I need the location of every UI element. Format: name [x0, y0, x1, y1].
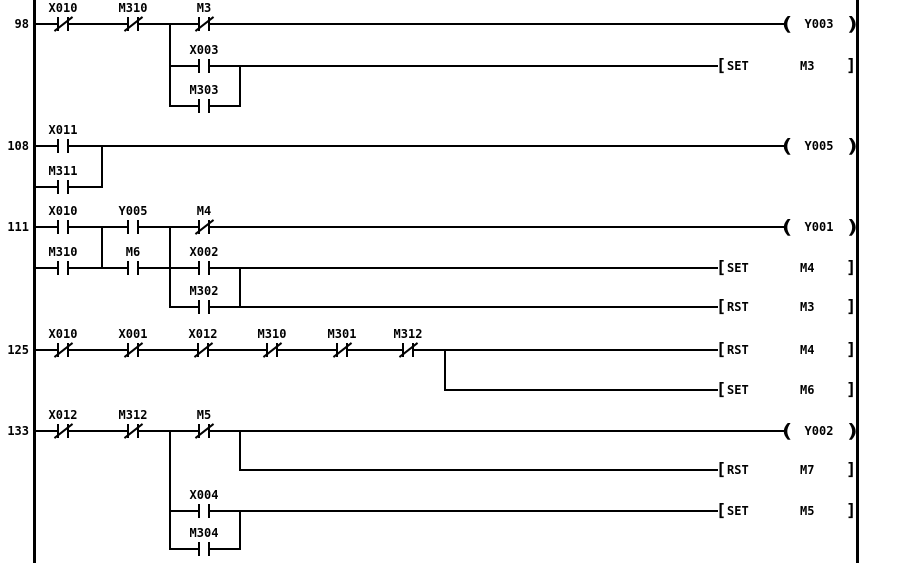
wire-horizontal	[240, 469, 718, 471]
contact-no-m6[interactable]	[122, 245, 144, 276]
coil-open-paren-icon: (	[778, 420, 795, 442]
contact-nc-x012[interactable]	[188, 327, 218, 358]
contact-nc-m310[interactable]	[118, 1, 148, 32]
wire-horizontal	[170, 306, 718, 308]
coil-y001[interactable]	[778, 216, 861, 238]
contact-no-m302[interactable]	[189, 284, 219, 315]
contact-no-x004[interactable]	[189, 488, 219, 519]
contact-label: M301	[327, 327, 357, 341]
coil-label: Y001	[804, 220, 834, 234]
contact-right-tick	[208, 261, 210, 275]
instruction-close-bracket-icon: ]	[846, 297, 857, 317]
contact-nc-m301[interactable]	[327, 327, 357, 358]
contact-nc-m4[interactable]	[193, 204, 215, 235]
instruction-set-m3[interactable]	[716, 56, 858, 76]
instruction-close-bracket-icon: ]	[846, 258, 857, 278]
contact-label: M4	[196, 204, 212, 218]
contact-nc-m3[interactable]	[193, 1, 215, 32]
contact-label: X010	[48, 327, 78, 341]
contact-nc-m5[interactable]	[193, 408, 215, 439]
instruction-set-m4[interactable]	[716, 258, 858, 278]
wire-vertical	[169, 430, 171, 550]
contact-no-m310[interactable]	[48, 245, 78, 276]
contact-label: Y005	[118, 204, 148, 218]
wire-vertical	[444, 349, 446, 391]
coil-close-paren-icon: )	[844, 420, 861, 442]
instruction-open-bracket-icon: [	[716, 501, 727, 521]
coil-close-paren-icon: )	[844, 135, 861, 157]
contact-nc-m310[interactable]	[257, 327, 287, 358]
contact-right-tick	[67, 139, 69, 153]
instruction-close-bracket-icon: ]	[846, 56, 857, 76]
contact-left-tick	[198, 99, 200, 113]
wire-vertical	[101, 145, 103, 188]
contact-no-y005[interactable]	[118, 204, 148, 235]
wire-vertical	[169, 226, 171, 308]
contact-label: X004	[189, 488, 219, 502]
instruction-open-bracket-icon: [	[716, 56, 727, 76]
contact-label: M303	[189, 83, 219, 97]
contact-no-m303[interactable]	[189, 83, 219, 114]
contact-left-tick	[198, 504, 200, 518]
contact-label: M5	[196, 408, 212, 422]
wire-vertical	[239, 430, 241, 471]
instruction-open-bracket-icon: [	[716, 380, 727, 400]
contact-nc-x010[interactable]	[48, 327, 78, 358]
rung-number: 98	[14, 17, 29, 31]
contact-nc-x012[interactable]	[48, 408, 78, 439]
contact-label: X002	[189, 245, 219, 259]
contact-right-tick	[208, 59, 210, 73]
rung-number: 125	[7, 343, 29, 357]
contact-right-tick	[208, 542, 210, 556]
contact-left-tick	[198, 261, 200, 275]
contact-no-x003[interactable]	[189, 43, 219, 74]
contact-no-m304[interactable]	[189, 526, 219, 557]
instruction-close-bracket-icon: ]	[846, 460, 857, 480]
instruction-rst-m4[interactable]	[716, 340, 858, 360]
rung-number: 111	[7, 220, 29, 234]
contact-left-tick	[198, 300, 200, 314]
contact-right-tick	[67, 220, 69, 234]
contact-left-tick	[57, 220, 59, 234]
contact-right-tick	[208, 504, 210, 518]
instruction-operand: M4	[800, 343, 815, 357]
instruction-rst-m3[interactable]	[716, 297, 858, 317]
wire-horizontal	[34, 226, 784, 228]
instruction-close-bracket-icon: ]	[846, 501, 857, 521]
instruction-opcode: SET	[727, 261, 749, 275]
contact-no-m311[interactable]	[48, 164, 78, 195]
instruction-opcode: RST	[727, 343, 749, 357]
coil-label: Y002	[804, 424, 834, 438]
contact-left-tick	[57, 180, 59, 194]
coil-y002[interactable]	[778, 420, 861, 442]
wire-vertical	[239, 267, 241, 308]
contact-nc-m312[interactable]	[118, 408, 148, 439]
instruction-set-m5[interactable]	[716, 501, 858, 521]
wire-horizontal	[170, 65, 718, 67]
contact-right-tick	[208, 99, 210, 113]
left-power-rail	[33, 0, 36, 563]
contact-right-tick	[67, 261, 69, 275]
instruction-opcode: RST	[727, 300, 749, 314]
instruction-opcode: SET	[727, 59, 749, 73]
contact-label: M304	[189, 526, 219, 540]
contact-left-tick	[198, 59, 200, 73]
wire-vertical	[169, 23, 171, 107]
wire-horizontal	[34, 23, 784, 25]
coil-open-paren-icon: (	[778, 13, 795, 35]
instruction-open-bracket-icon: [	[716, 340, 727, 360]
instruction-operand: M3	[800, 59, 815, 73]
contact-label: X010	[48, 204, 78, 218]
contact-no-x002[interactable]	[189, 245, 219, 276]
coil-open-paren-icon: (	[778, 216, 795, 238]
coil-label: Y003	[804, 17, 834, 31]
contact-label: M310	[48, 245, 78, 259]
contact-left-tick	[127, 261, 129, 275]
contact-label: X012	[188, 327, 218, 341]
contact-label: X010	[48, 1, 78, 15]
instruction-operand: M7	[800, 463, 815, 477]
contact-right-tick	[137, 261, 139, 275]
instruction-open-bracket-icon: [	[716, 258, 727, 278]
wire-vertical	[239, 510, 241, 550]
contact-label: X012	[48, 408, 78, 422]
instruction-close-bracket-icon: ]	[846, 380, 857, 400]
instruction-operand: M4	[800, 261, 815, 275]
contact-nc-x001[interactable]	[118, 327, 148, 358]
coil-close-paren-icon: )	[844, 13, 861, 35]
wire-vertical	[239, 65, 241, 107]
instruction-close-bracket-icon: ]	[846, 340, 857, 360]
coil-y003[interactable]	[778, 13, 861, 35]
coil-label: Y005	[804, 139, 834, 153]
contact-right-tick	[208, 300, 210, 314]
contact-right-tick	[67, 180, 69, 194]
contact-label: X003	[189, 43, 219, 57]
rung-number: 133	[7, 424, 29, 438]
contact-left-tick	[198, 542, 200, 556]
contact-label: M310	[118, 1, 148, 15]
contact-label: M311	[48, 164, 78, 178]
instruction-opcode: RST	[727, 463, 749, 477]
contact-label: X011	[48, 123, 78, 137]
contact-label: M312	[393, 327, 423, 341]
wire-horizontal	[34, 145, 784, 147]
contact-nc-m312[interactable]	[393, 327, 423, 358]
contact-no-x011[interactable]	[48, 123, 78, 154]
contact-label: X001	[118, 327, 148, 341]
coil-close-paren-icon: )	[844, 216, 861, 238]
contact-left-tick	[127, 220, 129, 234]
wire-horizontal	[445, 389, 718, 391]
coil-y005[interactable]	[778, 135, 861, 157]
contact-label: M302	[189, 284, 219, 298]
wire-horizontal	[170, 510, 718, 512]
instruction-operand: M5	[800, 504, 815, 518]
contact-label: M3	[196, 1, 212, 15]
instruction-open-bracket-icon: [	[716, 297, 727, 317]
wire-horizontal	[34, 430, 784, 432]
instruction-operand: M6	[800, 383, 815, 397]
rung-number: 108	[7, 139, 29, 153]
contact-right-tick	[137, 220, 139, 234]
contact-nc-x010[interactable]	[48, 1, 78, 32]
contact-left-tick	[57, 139, 59, 153]
contact-label: M312	[118, 408, 148, 422]
instruction-opcode: SET	[727, 383, 749, 397]
instruction-open-bracket-icon: [	[716, 460, 727, 480]
contact-left-tick	[57, 261, 59, 275]
instruction-rst-m7[interactable]	[716, 460, 858, 480]
contact-no-x010[interactable]	[48, 204, 78, 235]
instruction-operand: M3	[800, 300, 815, 314]
instruction-opcode: SET	[727, 504, 749, 518]
contact-label: M310	[257, 327, 287, 341]
contact-label: M6	[125, 245, 141, 259]
instruction-set-m6[interactable]	[716, 380, 858, 400]
coil-open-paren-icon: (	[778, 135, 795, 157]
